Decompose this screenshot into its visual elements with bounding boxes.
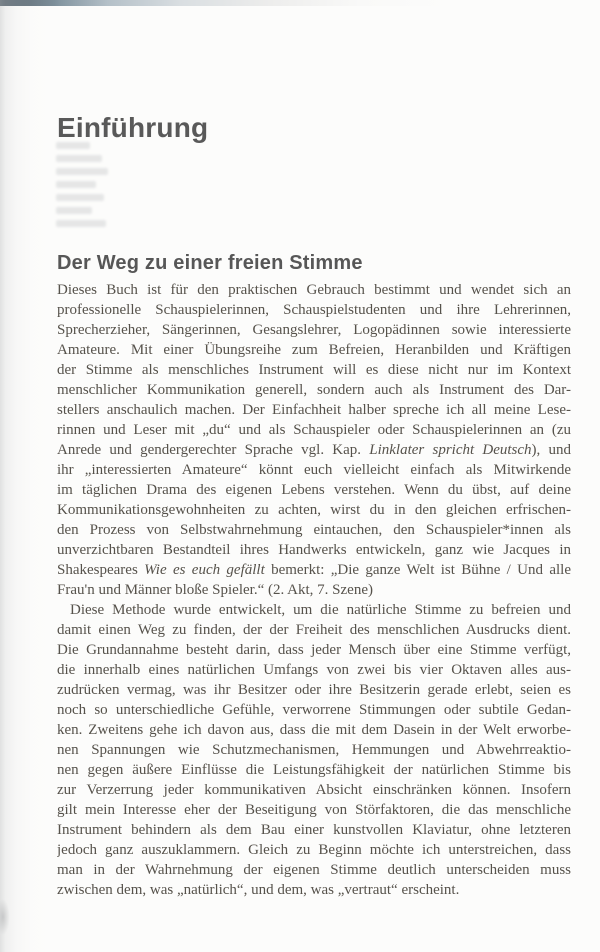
bleed-through-line bbox=[56, 155, 102, 162]
text-line: Shakespeares Wie es euch gefällt bemerkt: „Die ganze Welt ist Bühne / Und alle bbox=[57, 562, 571, 578]
paragraph bbox=[57, 600, 571, 900]
text-line: stellers anschaulich machen. Der Einfachheit halber spreche ich all meine Lese- bbox=[57, 402, 571, 418]
page-top-edge-shadow bbox=[0, 0, 600, 6]
bleed-through-line bbox=[56, 181, 96, 188]
bleed-through-line bbox=[56, 220, 106, 227]
text-line: gilt mein Interesse eher der Beseitigung von Störfaktoren, die das menschliche bbox=[57, 802, 571, 818]
text-line: rinnen und Leser mit „du“ und als Schauspieler oder Schauspielerinnen an (zu bbox=[57, 422, 571, 438]
scan-smudge bbox=[0, 893, 12, 941]
text-line: nen Spannungen wie Schutzmechanismen, Hemmungen und Abwehrreaktio- bbox=[57, 742, 571, 758]
text-line: Kommunikationsgewohnheiten zu achten, wirst du in den gleichen erfrischen- bbox=[57, 502, 571, 518]
paragraph bbox=[57, 280, 571, 600]
text-line: Anrede und gendergerechter Sprache vgl. Kap. Linklater spricht Deutsch), und bbox=[57, 442, 571, 458]
text-line: die innerhalb eines natürlichen Umfangs von zwei bis vier Oktaven alles aus- bbox=[57, 662, 571, 678]
text-line: zwischen dem, was „natürlich“, und dem, was „vertraut“ erscheint. bbox=[57, 882, 460, 898]
text-line: menschlicher Kommunikation generell, sondern auch als Instrument des Dar- bbox=[57, 382, 571, 398]
text-line: Amateure. Mit einer Übungsreihe zum Befreien, Heranbilden und Kräftigen bbox=[57, 342, 571, 358]
text-line: ken. Zweitens gehe ich davon aus, dass die mit dem Dasein in der Welt erworbe- bbox=[57, 722, 571, 738]
body-text bbox=[57, 280, 571, 900]
text-line: damit einen Weg zu finden, der der Freiheit des menschlichen Ausdrucks dient. bbox=[57, 622, 571, 638]
italic-phrase: Wie es euch gefällt bbox=[144, 562, 265, 578]
text-line: ihr „interessierten Amateure“ könnt euch vielleicht einfach als Mitwirkende bbox=[57, 462, 571, 478]
bleed-through-line bbox=[56, 194, 104, 201]
text-line: Frau'n und Männer bloße Spieler.“ (2. Akt, 7. Szene) bbox=[57, 582, 373, 598]
text-line: zur Verzerrung jeder kommunikativen Absicht einschränken können. Insofern bbox=[57, 782, 571, 798]
text-line: Sprecherzieher, Sängerinnen, Gesangslehrer, Logopädinnen sowie interessierte bbox=[57, 322, 571, 338]
text-line: man in der Wahrnehmung der eigenen Stimme deutlich unterscheiden muss bbox=[57, 862, 571, 878]
text-line: zudrücken vermag, was ihr Besitzer oder ihre Besitzerin gerade erlebt, seien es bbox=[57, 682, 571, 698]
text-line: nen gegen äußere Einflüsse die Leistungsfähigkeit der natürlichen Stimme bis bbox=[57, 762, 571, 778]
text-line: im täglichen Drama des eigenen Lebens verstehen. Wenn du übst, auf deine bbox=[57, 482, 571, 498]
italic-phrase: Linklater spricht Deutsch bbox=[369, 442, 532, 458]
text-line: jedoch ganz auszuklammern. Gleich zu Beginn möchte ich unterstreichen, dass bbox=[57, 842, 571, 858]
page-gutter-shading bbox=[0, 0, 55, 952]
chapter-title: Einführung bbox=[57, 111, 209, 143]
section-title: Der Weg zu einer freien Stimme bbox=[57, 251, 363, 274]
text-line: den Prozess von Selbstwahrnehmung eintauchen, den Schauspieler*innen als bbox=[57, 522, 571, 538]
text-line: professionelle Schauspielerinnen, Schauspielstudenten und ihre Lehrerinnen, bbox=[57, 302, 571, 318]
text-line: Dieses Buch ist für den praktischen Gebrauch bestimmt und wendet sich an bbox=[57, 282, 571, 298]
bleed-through-line bbox=[56, 168, 108, 175]
text-line: der Stimme als menschliches Instrument will es diese nicht nur im Kontext bbox=[57, 362, 571, 378]
text-line: unverzichtbaren Bestandteil ihres Handwerks entwickeln, ganz wie Jacques in bbox=[57, 542, 571, 558]
text-line: noch so unterschiedliche Gefühle, verworrene Stimmungen oder subtile Gedan- bbox=[57, 702, 571, 718]
text-line: Instrument behindern als dem Bau einer kunstvollen Klaviatur, ohne letzteren bbox=[57, 822, 571, 838]
bleed-through-line bbox=[56, 207, 92, 214]
text-line: Die Grundannahme besteht darin, dass jeder Mensch über eine Stimme verfügt, bbox=[57, 642, 571, 658]
text-line: Diese Methode wurde entwickelt, um die natürliche Stimme zu befreien und bbox=[70, 602, 571, 618]
bleed-through-line bbox=[56, 142, 90, 149]
bleed-through-text bbox=[56, 142, 116, 233]
